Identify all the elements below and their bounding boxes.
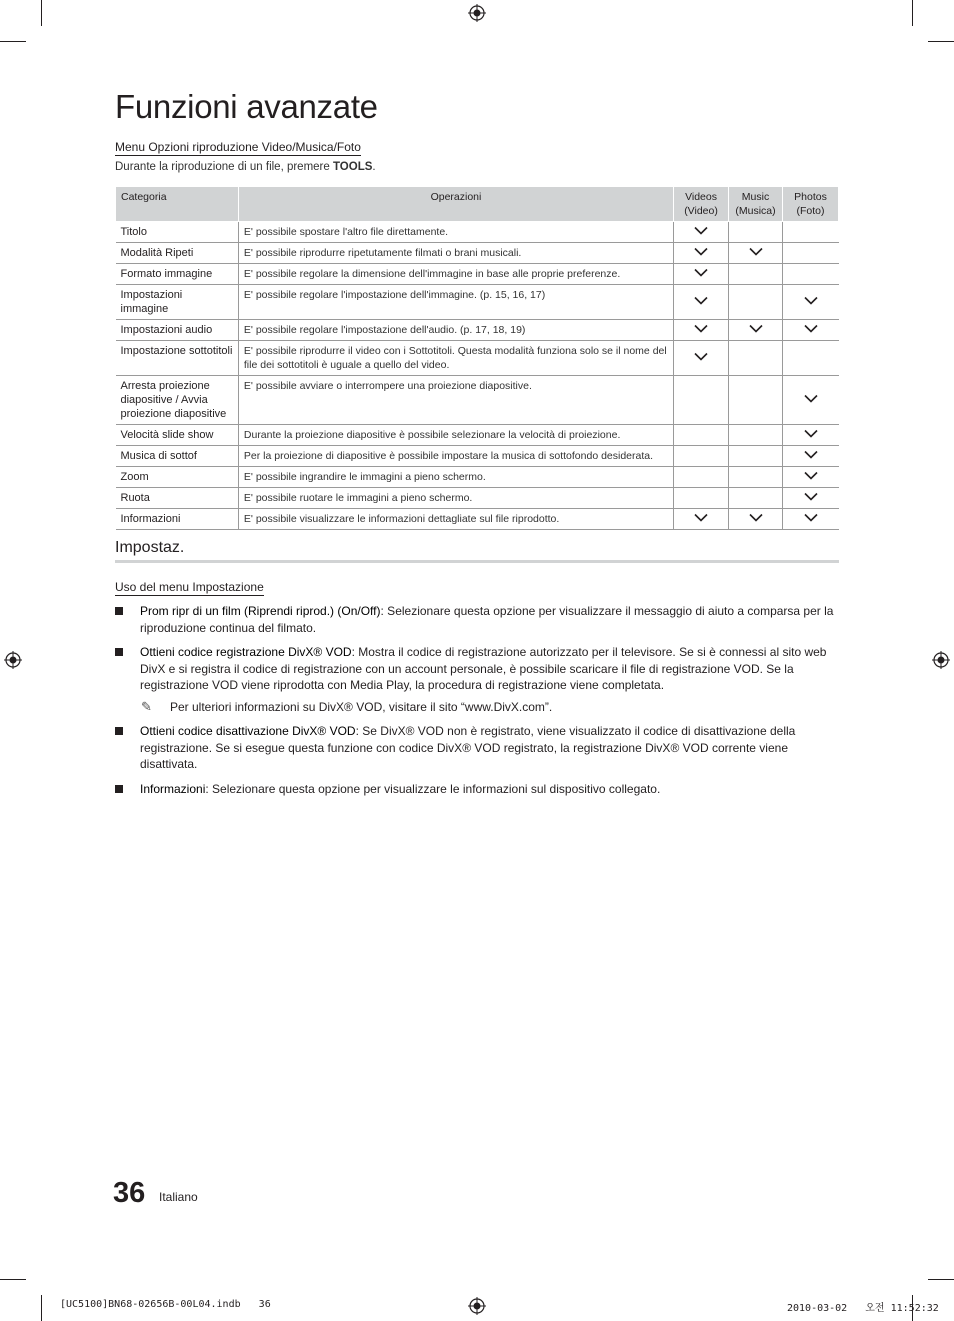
row-operation: E' possibile regolare l'impostazione dell'immagine. (p. 15, 16, 17) [238,285,673,320]
row-photo-cell [783,264,839,285]
tools-key: TOOLS [332,161,373,173]
row-photo-cell [783,341,839,376]
row-video-cell [674,376,729,425]
list-item: Informazioni: Selezionare questa opzione per visualizzare le informazioni sul dispositivo collegato. [115,781,839,798]
square-bullet-icon [115,785,123,793]
page-number: 36 [113,1177,146,1209]
options-table [115,186,839,530]
square-bullet-icon [115,727,123,735]
row-video-cell [674,425,729,446]
setup-subheading: Uso del menu Impostazione [115,580,264,594]
row-photo-cell [783,320,839,341]
crop-mark [928,41,954,42]
square-bullet-icon [115,648,123,656]
list-item: Ottieni codice disattivazione DivX® VOD: Se DivX® VOD non è registrato, viene visualizzato il codice di disattivazione della registrazione. Se si esegue questa funzione con codice DivX® VOD registrato, la registrazione DivX® VOD corrente viene disattivata. [115,723,839,773]
section-divider [115,560,839,563]
registration-mark-icon [468,1297,486,1315]
chevron-down-icon [694,296,708,305]
header-videos: Videos (Video) [674,187,729,222]
chevron-down-icon [804,492,818,501]
crop-mark [41,0,42,26]
table-row [116,446,839,467]
table-row [116,488,839,509]
chevron-down-icon [804,429,818,438]
row-photo-cell [783,243,839,264]
row-video-cell [674,341,729,376]
row-operation: E' possibile spostare l'altro file direttamente. [238,222,673,243]
row-category: Impostazioni immagine [116,285,239,320]
row-operation: E' possibile riprodurre ripetutamente filmati o brani musicali. [238,243,673,264]
row-category: Impostazione sottotitoli [116,341,239,376]
row-operation: E' possibile ingrandire le immagini a pieno schermo. [238,467,673,488]
table-row [116,222,839,243]
chevron-down-icon [694,513,708,522]
list-item: Ottieni codice registrazione DivX® VOD: Mostra il codice di registrazione autorizzato per il televisore. Se si è connessi al sito web DivX e si registra il codice di registrazione con un account personale, è possibile scaricare il file di registrazione VOD. Se la registrazione VOD viene riprodotta con Media Play, la procedura di registrazione viene completata. ✎ Per ulteriori informazioni su DivX® VOD, visitare il sito “www.DivX.com”. [115,644,839,715]
row-video-cell [674,264,729,285]
row-operation: Per la proiezione di diapositive è possibile impostare la musica di sottofondo desiderata. [238,446,673,467]
chevron-down-icon [804,296,818,305]
row-operation: E' possibile riprodurre il video con i Sottotitoli. Questa modalità funziona solo se il nome del file dei sottotitoli è uguale a quello del video. [238,341,673,376]
row-category: Musica di sottof [116,446,239,467]
row-video-cell [674,467,729,488]
row-operation: E' possibile regolare l'impostazione dell'audio. (p. 17, 18, 19) [238,320,673,341]
setup-section-title: Impostaz. [115,539,185,556]
row-video-cell [674,243,729,264]
crop-mark [912,0,913,26]
row-music-cell [729,285,783,320]
table-row [116,467,839,488]
row-category: Formato immagine [116,264,239,285]
row-operation: E' possibile ruotare le immagini a pieno schermo. [238,488,673,509]
chevron-down-icon [749,247,763,256]
row-music-cell [729,425,783,446]
chevron-down-icon [694,247,708,256]
chevron-down-icon [694,352,708,361]
row-music-cell [729,467,783,488]
row-category: Ruota [116,488,239,509]
header-operations: Operazioni [238,187,673,222]
chevron-down-icon [804,513,818,522]
row-operation: E' possibile visualizzare le informazioni dettagliate sul file riprodotto. [238,509,673,530]
chevron-down-icon [749,324,763,333]
row-photo-cell [783,376,839,425]
row-video-cell [674,222,729,243]
setup-bullet-list [115,603,839,805]
row-music-cell [729,222,783,243]
crop-mark [0,1279,26,1280]
row-photo-cell [783,509,839,530]
crop-mark [0,41,26,42]
menu-section-hint: Durante la riproduzione di un file, premere TOOLS. [115,161,376,173]
row-category: Impostazioni audio [116,320,239,341]
row-category: Modalità Ripeti [116,243,239,264]
table-row [116,243,839,264]
registration-mark-icon [468,4,486,22]
row-music-cell [729,488,783,509]
registration-mark-icon [4,651,22,669]
row-operation: E' possibile regolare la dimensione dell'immagine in base alle proprie preferenze. [238,264,673,285]
page-title: Funzioni avanzate [115,88,378,125]
row-category: Zoom [116,467,239,488]
row-category: Informazioni [116,509,239,530]
header-photos: Photos (Foto) [783,187,839,222]
row-video-cell [674,285,729,320]
table-row [116,264,839,285]
table-row [116,425,839,446]
row-music-cell [729,264,783,285]
row-category: Arresta proiezione diapositive / Avvia proiezione diapositive [116,376,239,425]
row-video-cell [674,446,729,467]
table-row [116,320,839,341]
crop-mark [928,1279,954,1280]
table-row [116,341,839,376]
row-music-cell [729,509,783,530]
table-body [116,222,839,530]
registration-mark-icon [932,651,950,669]
list-item: Prom ripr di un film (Riprendi riprod.) (On/Off): Selezionare questa opzione per visualizzare il messaggio di aiuto a comparsa per la riproduzione continua del filmato. [115,603,839,636]
page-language: Italiano [159,1190,198,1204]
row-photo-cell [783,425,839,446]
chevron-down-icon [804,450,818,459]
chevron-down-icon [804,324,818,333]
row-music-cell [729,446,783,467]
chevron-down-icon [804,394,818,403]
row-video-cell [674,320,729,341]
row-photo-cell [783,446,839,467]
row-operation: Durante la proiezione diapositive è possibile selezionare la velocità di proiezione. [238,425,673,446]
header-category: Categoria [116,187,239,222]
pencil-icon: ✎ [141,698,152,714]
row-photo-cell [783,488,839,509]
chevron-down-icon [694,324,708,333]
menu-section-heading: Menu Opzioni riproduzione Video/Musica/Foto [115,140,361,154]
row-photo-cell [783,285,839,320]
header-music: Music (Musica) [729,187,783,222]
row-video-cell [674,488,729,509]
row-music-cell [729,243,783,264]
footer-timestamp: 2010-03-02 오전 11:52:32 [787,1303,939,1314]
row-photo-cell [783,222,839,243]
table-row [116,509,839,530]
square-bullet-icon [115,607,123,615]
row-operation: E' possibile avviare o interrompere una proiezione diapositive. [238,376,673,425]
chevron-down-icon [694,268,708,277]
crop-mark [41,1295,42,1321]
table-row [116,376,839,425]
note: ✎ Per ulteriori informazioni su DivX® VOD, visitare il sito “www.DivX.com”. [141,698,553,714]
row-music-cell [729,320,783,341]
row-video-cell [674,509,729,530]
table-row [116,285,839,320]
row-music-cell [729,376,783,425]
table-header-row [116,187,839,222]
chevron-down-icon [694,226,708,235]
row-category: Velocità slide show [116,425,239,446]
chevron-down-icon [804,471,818,480]
row-music-cell [729,341,783,376]
row-photo-cell [783,467,839,488]
row-category: Titolo [116,222,239,243]
footer-file-name: [UC5100]BN68-02656B-00L04.indb 36 [60,1299,271,1310]
chevron-down-icon [749,513,763,522]
